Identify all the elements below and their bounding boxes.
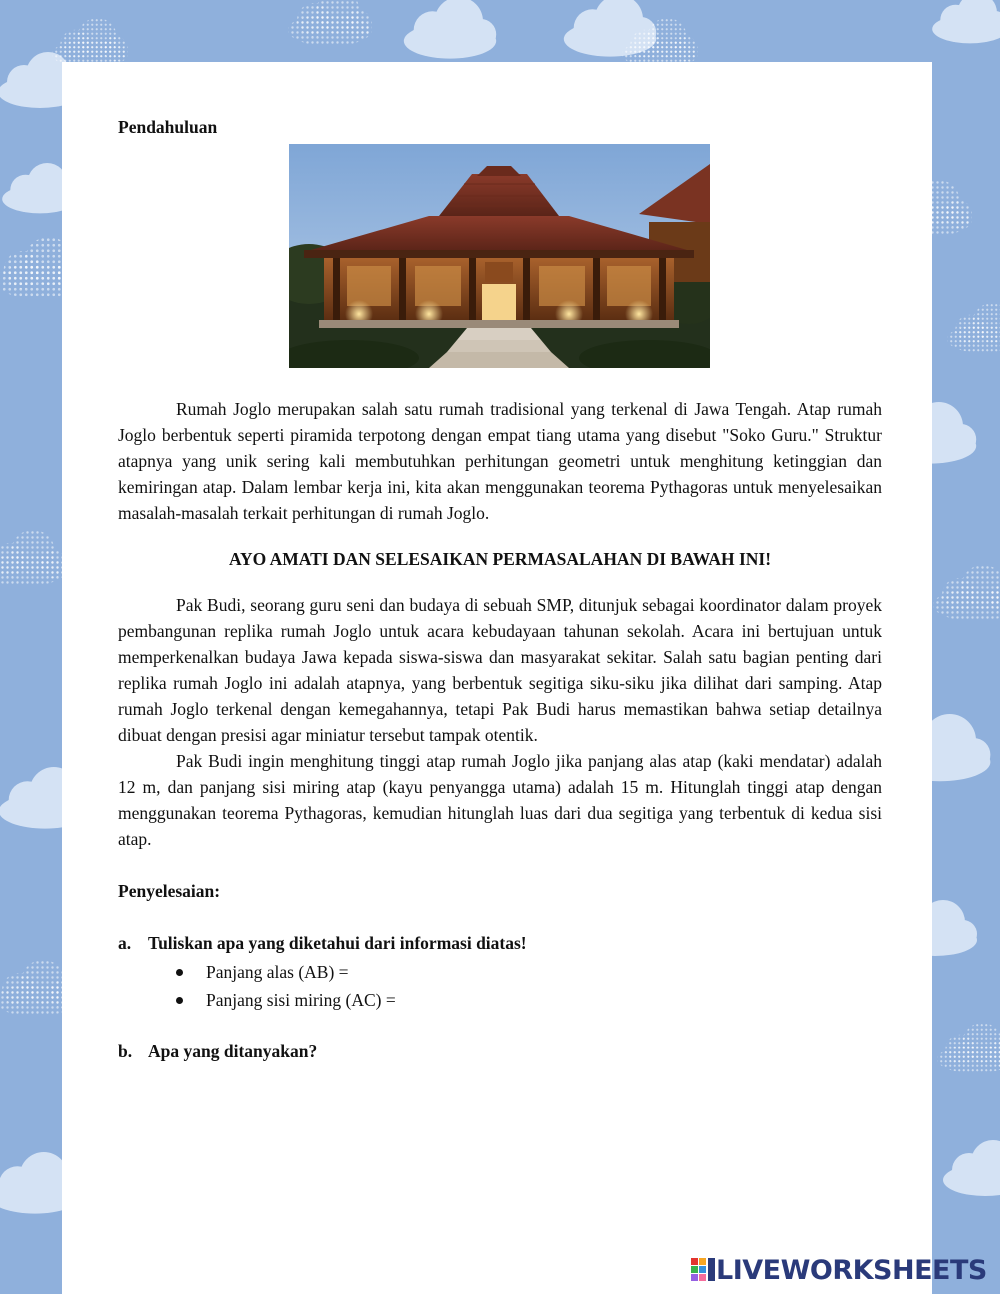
- question-a-text: Tuliskan apa yang diketahui dari informasi diatas!: [148, 933, 527, 953]
- solution-heading: Penyelesaian:: [118, 881, 221, 901]
- joglo-house-illustration: [289, 144, 710, 368]
- question-b-letter: b.: [118, 1041, 133, 1061]
- question-b: [118, 1038, 882, 1064]
- bullet-icon: [176, 969, 183, 976]
- problem-paragraph-1: Pak Budi, seorang guru seni dan budaya di sebuah SMP, ditunjuk sebagai koordinator dalam proyek pembangunan replika rumah Joglo untuk acara kebudayaan tahunan sekolah. Acara ini bertujuan untuk memperkenalkan budaya Jawa kepada siswa-siswa dan masyarakat sekitar. Salah satu bagian penting dari replika rumah Joglo ini adalah atapnya, yang berbentuk segitiga siku-siku jika dilihat dari samping. Atap rumah Joglo terkenal dengan kemegahannya, tetapi Pak Budi harus memastikan bahwa setiap detailnya dibuat dengan presisi agar miniatur tersebut tampak otentik.: [118, 595, 882, 745]
- liveworksheets-logo[interactable]: [690, 1254, 987, 1286]
- intro-paragraph: Rumah Joglo merupakan salah satu rumah tradisional yang terkenal di Jawa Tengah. Atap rumah Joglo berbentuk seperti piramida terpotong dengan empat tiang utama yang disebut "Soko Guru." Struktur atapnya yang unik sering kali membutuhkan perhitungan geometri untuk menghitung ketinggian dan kemiringan atap. Dalam lembar kerja ini, kita akan menggunakan teorema Pythagoras untuk menyelesaikan masalah-masalah terkait perhitungan di rumah Joglo.: [118, 399, 882, 523]
- question-a: [118, 930, 882, 956]
- worksheet-content: [118, 114, 882, 1064]
- list-item: [176, 958, 882, 986]
- known-items-list: [118, 958, 882, 1014]
- bullet-icon: [176, 997, 183, 1004]
- logo-text: LIVEWORKSHEETS: [716, 1254, 987, 1286]
- intro-heading: Pendahuluan: [118, 117, 218, 137]
- joglo-house-photo: [289, 144, 710, 368]
- question-a-letter: a.: [118, 933, 132, 953]
- list-item: [176, 986, 882, 1014]
- known-item-ab: Panjang alas (AB) =: [206, 962, 349, 982]
- question-b-text: Apa yang ditanyakan?: [148, 1041, 318, 1061]
- worksheet-page: [62, 62, 932, 1294]
- problem-paragraph-2: Pak Budi ingin menghitung tinggi atap rumah Joglo jika panjang alas atap (kaki mendatar) adalah 12 m, dan panjang sisi miring atap (kayu penyangga utama) adalah 15 m. Hitunglah tinggi atap dengan menggunakan teorema Pythagoras, kemudian hitunglah luas dari dua segitiga yang terbentuk di kedua sisi atap.: [118, 751, 882, 849]
- known-item-ac: Panjang sisi miring (AC) =: [206, 990, 396, 1010]
- liveworksheets-logo-icon: [690, 1257, 716, 1283]
- instruction-title: AYO AMATI DAN SELESAIKAN PERMASALAHAN DI BAWAH INI!: [228, 549, 772, 569]
